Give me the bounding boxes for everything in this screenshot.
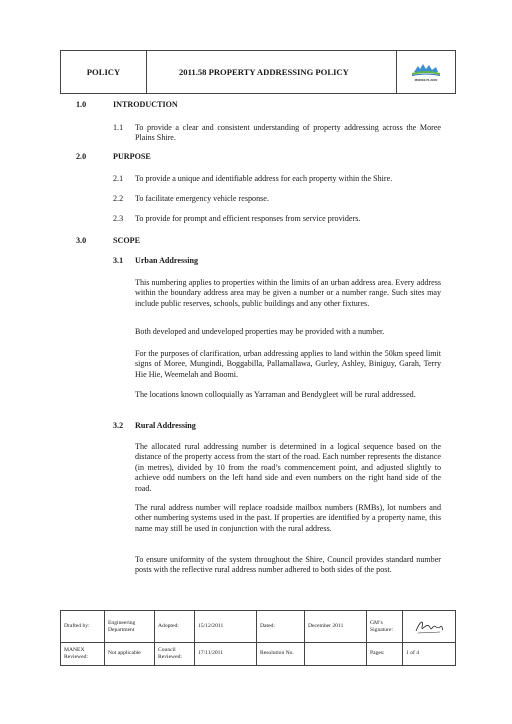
urban-paragraph-3: For the purposes of clarification, urban addressing applies to land within the 50km speed limit signs of Moree, Mungindi, Boggabilla, Pallamallawa, Gurley, Ashley, Biniguy, Garah, Terry Hie Hie, Weemelah and Boomi. bbox=[135, 349, 441, 379]
dated-value: December 2011 bbox=[305, 611, 367, 642]
urban-paragraph-4: The locations known colloquially as Yarraman and Bendygleet will be rural addressed. bbox=[135, 390, 416, 399]
section-2-number: 2.0 bbox=[76, 152, 87, 161]
section-1-number: 1.0 bbox=[76, 100, 87, 109]
adopted-value: 15/12/2011 bbox=[195, 611, 257, 642]
drafted-by-value: Engineering Department bbox=[105, 611, 155, 642]
subsection-3-2-title: Rural Addressing bbox=[135, 421, 196, 430]
adopted-label: Adopted: bbox=[155, 611, 195, 642]
subsection-3-2-number: 3.2 bbox=[113, 421, 124, 430]
header-table bbox=[60, 50, 456, 94]
resolution-label: Resolution No. bbox=[257, 642, 305, 665]
gm-signature bbox=[403, 611, 455, 642]
item-2-2-text: To facilitate emergency vehicle response. bbox=[135, 194, 269, 203]
rural-paragraph-2: The rural address number will replace roadside mailbox numbers (RMBs), lot numbers and other numbering systems used in the past. If properties are identified by a property name, this name may still be used in conjunction with the rural address. bbox=[135, 503, 441, 533]
gm-signature-label: GM’s Signature: bbox=[367, 611, 403, 642]
pages-label: Pages: bbox=[367, 642, 403, 665]
manex-reviewed-label: MANEX Reviewed: bbox=[61, 642, 105, 665]
item-2-3-number: 2.3 bbox=[113, 214, 124, 223]
council-reviewed-value: 17/11/2011 bbox=[195, 642, 257, 665]
dated-label: Dated: bbox=[257, 611, 305, 642]
logo-cell bbox=[397, 51, 455, 93]
item-1-1-number: 1.1 bbox=[113, 123, 124, 132]
section-2-title: PURPOSE bbox=[113, 152, 151, 161]
section-3-title: SCOPE bbox=[113, 236, 140, 245]
section-1-title: INTRODUCTION bbox=[113, 100, 178, 109]
moree-plains-shire-logo bbox=[406, 60, 446, 84]
drafted-by-label: Drafted by: bbox=[61, 611, 105, 642]
urban-paragraph-2: Both developed and undeveloped properties may be provided with a number. bbox=[135, 327, 385, 336]
rural-paragraph-1: The allocated rural addressing number is determined in a logical sequence based on the distance of the property access from the start of the road. Each number represents the distance (in metres), divided by 10 from the road’s commencement point, and adjusted slightly to achieve odd numbers on the left hand side and even numbers on the right hand side of the road. bbox=[135, 442, 441, 493]
policy-label: POLICY bbox=[61, 51, 147, 93]
item-2-3-text: To provide for prompt and efficient responses from service providers. bbox=[135, 214, 361, 223]
item-1-1-text: To provide a clear and consistent understanding of property addressing across the Moree Plains Shire. bbox=[135, 123, 441, 143]
council-reviewed-label: Council Reviewed: bbox=[155, 642, 195, 665]
item-2-2-number: 2.2 bbox=[113, 194, 124, 203]
subsection-3-1-title: Urban Addressing bbox=[135, 256, 199, 265]
rural-paragraph-3: To ensure uniformity of the system throughout the Shire, Council provides standard number posts with the reflective rural address number adhered to both sides of the post. bbox=[135, 555, 441, 575]
footer-row-2 bbox=[61, 642, 455, 665]
svg-text:MOREE PLAINS: MOREE PLAINS bbox=[414, 78, 438, 82]
footer-table bbox=[60, 610, 456, 666]
subsection-3-1-number: 3.1 bbox=[113, 256, 124, 265]
footer-row-1 bbox=[61, 611, 455, 643]
pages-value: 1 of 4 bbox=[406, 650, 420, 657]
item-2-1-number: 2.1 bbox=[113, 174, 124, 183]
manex-reviewed-value: Not applicable bbox=[105, 642, 155, 665]
urban-paragraph-1: This numbering applies to properties within the limits of an urban address area. Every address within the boundary address area may be given a number or a number range. Such sites may include public reserves, schools, public buildings and any other fixtures. bbox=[135, 278, 441, 308]
section-3-number: 3.0 bbox=[76, 236, 87, 245]
policy-title: 2011.58 PROPERTY ADDRESSING POLICY bbox=[147, 51, 397, 93]
resolution-value bbox=[305, 642, 367, 665]
item-2-1-text: To provide a unique and identifiable address for each property within the Shire. bbox=[135, 174, 393, 183]
